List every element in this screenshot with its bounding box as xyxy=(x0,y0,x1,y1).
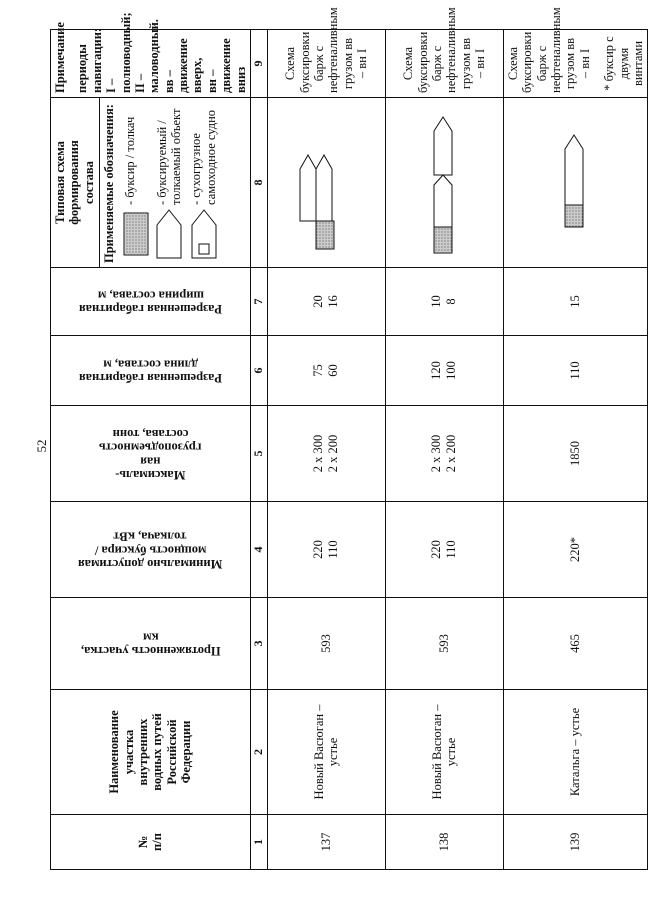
row-power: 220 110 xyxy=(267,502,385,598)
row-num: 137 xyxy=(267,815,385,870)
barge-shape xyxy=(434,118,452,176)
row-capacity: 1850 xyxy=(503,406,647,502)
row-power: 220 110 xyxy=(385,502,503,598)
legend-tug: - буксир / толкач xyxy=(122,116,137,205)
legend-barge: - буксируемый / толкаемый объект xyxy=(154,108,183,205)
col-num-7: 7 xyxy=(250,268,267,336)
rotated-table-container xyxy=(50,7,645,870)
schema-title: Типовая схема формирования состава xyxy=(51,98,100,267)
row-allowed-width: 20 16 xyxy=(267,268,385,336)
header-allowed-width: Разрешенная габаритная ширина состава, м xyxy=(51,268,251,336)
col-num-5: 5 xyxy=(250,406,267,502)
convoy-table xyxy=(50,7,648,870)
col-num-9: 9 xyxy=(250,30,267,98)
row-capacity: 2 х 300 2 х 200 xyxy=(385,406,503,502)
header-note: Примечание периоды навигации: I – полноводный; II – маловодный. вв – движение вверх, вн – движение вниз xyxy=(51,30,251,98)
header-allowed-length: Разрешенная габаритная длина состава, м xyxy=(51,336,251,406)
row-allowed-length: 75 60 xyxy=(267,336,385,406)
tug-symbol-icon xyxy=(123,205,149,263)
barge-shape xyxy=(434,176,452,228)
column-number-row xyxy=(250,30,267,870)
legend-title: Применяемые обозначения: xyxy=(102,104,117,263)
col-num-2: 2 xyxy=(250,690,267,815)
legend-cargo-ship: - сухогрузное самоходное судно xyxy=(189,109,218,205)
row-note: Схема буксировки барж с нефтеналивным грузом вв – вн I xyxy=(385,30,503,98)
header-num: № п/п xyxy=(51,815,251,870)
footnote: * буксир с двумя винтами xyxy=(602,36,645,91)
header-schema xyxy=(51,98,251,268)
row-section: Катальга – устье xyxy=(503,690,647,815)
row-power: 220* xyxy=(503,502,647,598)
col-num-8: 8 xyxy=(250,98,267,268)
row-section: Новый Васюган – устье xyxy=(385,690,503,815)
page-number: 52 xyxy=(34,439,49,453)
row-allowed-width: 15 xyxy=(503,268,647,336)
header-row xyxy=(51,30,251,870)
table-row xyxy=(503,30,647,870)
row-schema-diagram xyxy=(385,98,503,268)
row-schema-diagram xyxy=(267,98,385,268)
row-schema-diagram xyxy=(503,98,647,268)
header-section: Наименование участка внутренних водных путей Российской Федерации xyxy=(51,690,251,815)
barge-shape xyxy=(300,156,316,222)
row-allowed-length: 110 xyxy=(503,336,647,406)
header-max-capacity: Максималь- ная грузоподъемность состава, тонн xyxy=(51,406,251,502)
barge-symbol-icon xyxy=(155,205,184,263)
convoy-diagram-137 xyxy=(295,108,355,258)
row-length: 465 xyxy=(503,598,647,690)
row-section: Новый Васюган – устье xyxy=(267,690,385,815)
row-length: 593 xyxy=(267,598,385,690)
row-num: 139 xyxy=(503,815,647,870)
convoy-diagram-139 xyxy=(554,108,594,258)
col-num-4: 4 xyxy=(250,502,267,598)
col-num-6: 6 xyxy=(250,336,267,406)
row-length: 593 xyxy=(385,598,503,690)
convoy-diagram-138 xyxy=(423,108,463,258)
header-min-power: Минимально допустимая мощность буксира / толкача, кВт xyxy=(51,502,251,598)
row-capacity: 2 х 300 2 х 200 xyxy=(267,406,385,502)
col-num-3: 3 xyxy=(250,598,267,690)
header-length-km: Протяженность участка, км xyxy=(51,598,251,690)
barge-shape xyxy=(565,136,583,206)
table-row xyxy=(385,30,503,870)
cargo-ship-symbol-icon xyxy=(189,205,218,263)
row-allowed-length: 120 100 xyxy=(385,336,503,406)
legend xyxy=(117,98,225,267)
row-num: 138 xyxy=(385,815,503,870)
barge-shape xyxy=(316,156,332,222)
table-row xyxy=(267,30,385,870)
row-allowed-width: 10 8 xyxy=(385,268,503,336)
col-num-1: 1 xyxy=(250,815,267,870)
row-note: Схема буксировки барж с нефтеналивным грузом вв – вн I * буксир с двумя винтами xyxy=(503,30,647,98)
row-note: Схема буксировки барж с нефтеналивным грузом вв – вн I xyxy=(267,30,385,98)
